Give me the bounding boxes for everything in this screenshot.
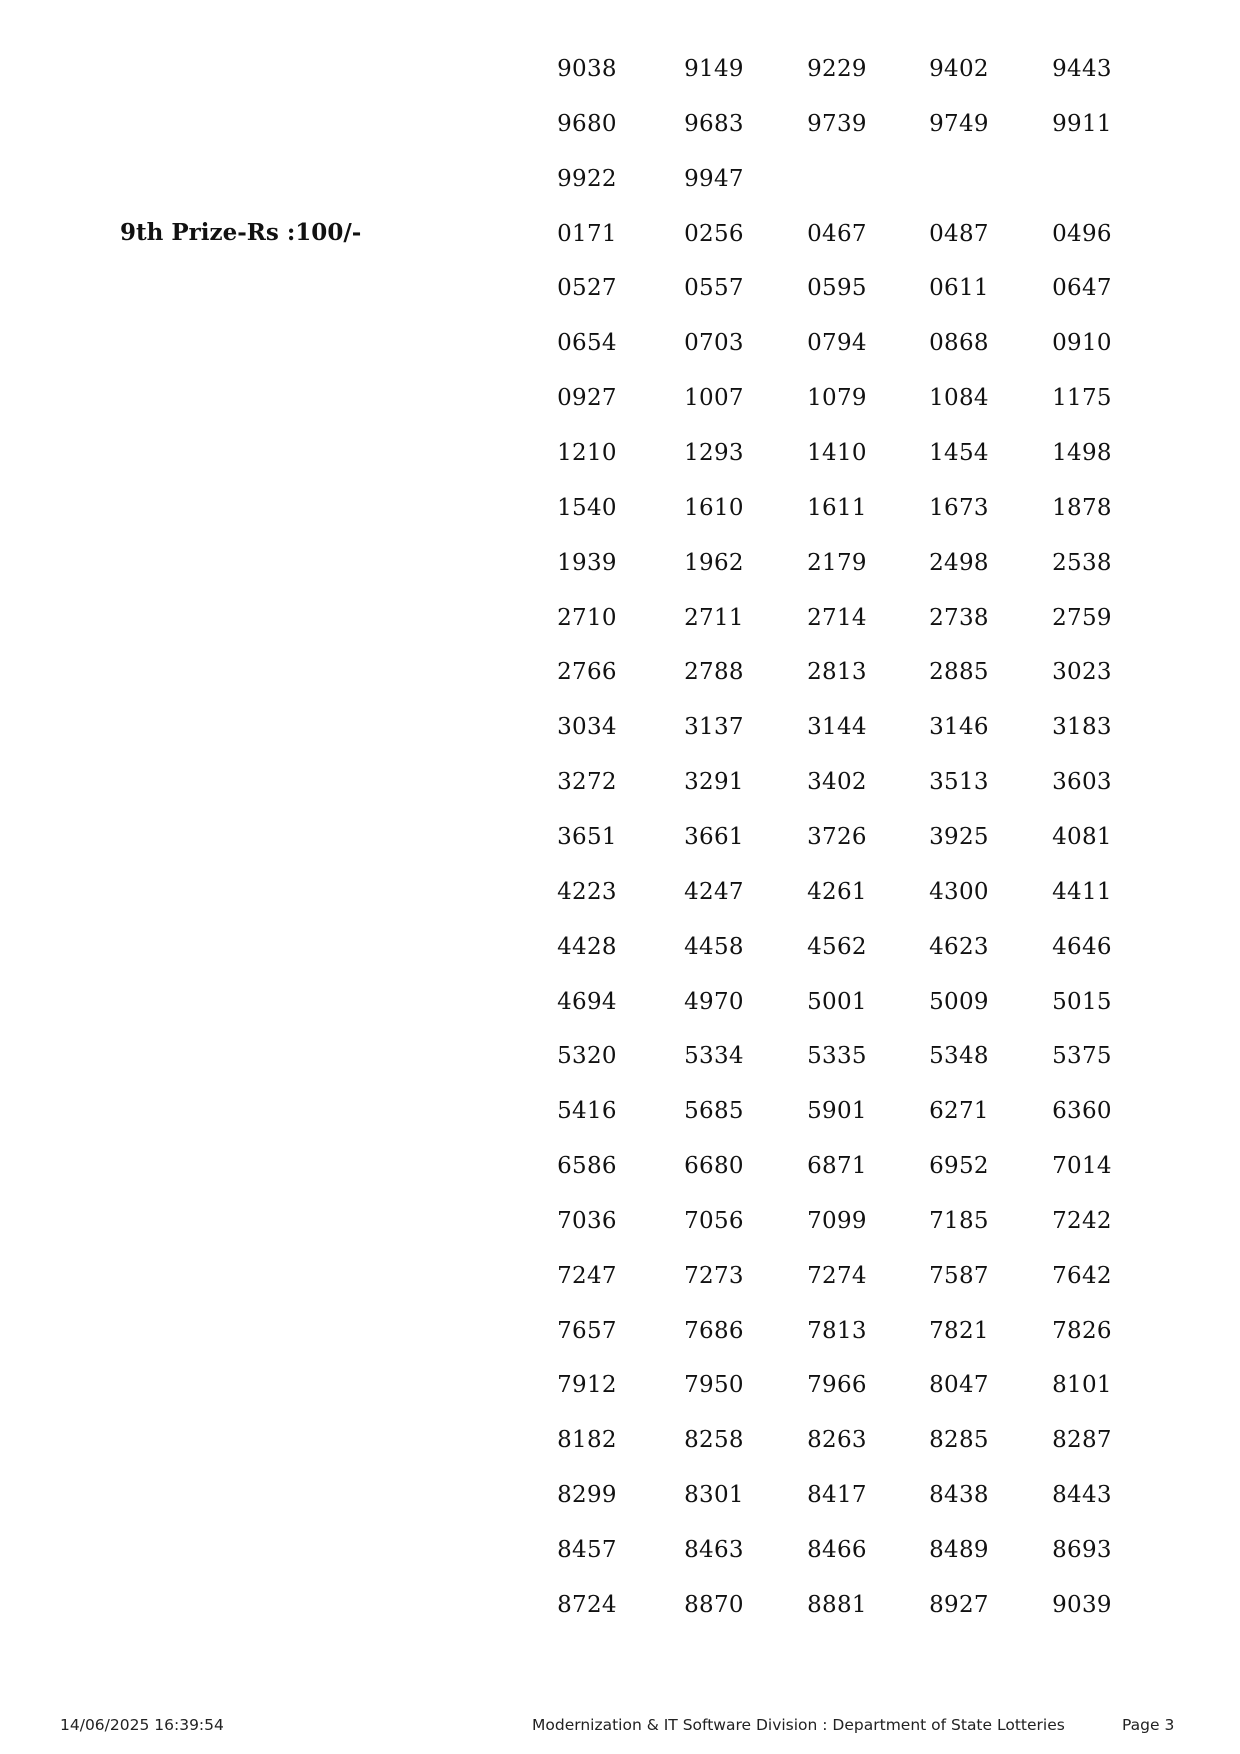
ticket-number: 2813 bbox=[807, 659, 867, 686]
ticket-number: 6952 bbox=[929, 1153, 989, 1179]
ticket-number: 2179 bbox=[807, 549, 867, 576]
ticket-number: 0256 bbox=[684, 220, 744, 247]
ticket-number: 7950 bbox=[684, 1372, 744, 1399]
ticket-number: 4970 bbox=[684, 988, 744, 1015]
ticket-number: 8301 bbox=[684, 1482, 744, 1509]
ticket-number: 8489 bbox=[929, 1537, 989, 1563]
ticket-number: 6680 bbox=[684, 1153, 744, 1179]
ticket-number: 5685 bbox=[684, 1098, 744, 1125]
ticket-number: 5375 bbox=[1052, 1043, 1112, 1070]
footer-page-number: Page 3 bbox=[1122, 1716, 1175, 1734]
ticket-number: 4261 bbox=[807, 878, 867, 905]
result-row bbox=[0, 314, 1240, 369]
page-footer bbox=[0, 1716, 1240, 1740]
ticket-number: 5348 bbox=[929, 1043, 989, 1070]
ticket-number: 5901 bbox=[807, 1098, 867, 1125]
result-row bbox=[0, 589, 1240, 644]
ticket-number: 4300 bbox=[929, 878, 989, 905]
ticket-number: 9683 bbox=[684, 110, 744, 137]
ticket-number: 7657 bbox=[557, 1317, 617, 1344]
ticket-number: 1611 bbox=[807, 494, 867, 521]
ticket-number: 1293 bbox=[684, 439, 744, 466]
ticket-number: 3402 bbox=[807, 769, 867, 796]
result-row bbox=[0, 918, 1240, 973]
ticket-number: 3137 bbox=[684, 714, 744, 741]
ticket-number: 2538 bbox=[1052, 549, 1112, 576]
ticket-number: 7056 bbox=[684, 1207, 744, 1234]
ticket-number: 7036 bbox=[557, 1207, 617, 1234]
ticket-number: 0595 bbox=[807, 275, 867, 302]
result-row bbox=[0, 424, 1240, 479]
ticket-number: 8466 bbox=[807, 1537, 867, 1563]
ticket-number: 4694 bbox=[557, 988, 617, 1015]
ticket-number: 8101 bbox=[1052, 1372, 1112, 1399]
ticket-number: 3034 bbox=[557, 714, 617, 741]
ticket-number: 4428 bbox=[557, 933, 617, 960]
ticket-number: 7274 bbox=[807, 1262, 867, 1289]
ticket-number: 8457 bbox=[557, 1537, 617, 1563]
ticket-number: 3023 bbox=[1052, 659, 1112, 686]
ticket-number: 4223 bbox=[557, 878, 617, 905]
result-row bbox=[0, 40, 1240, 95]
result-row bbox=[0, 643, 1240, 698]
ticket-number: 7642 bbox=[1052, 1262, 1112, 1289]
ticket-number: 2710 bbox=[557, 604, 617, 631]
ticket-number: 9443 bbox=[1052, 56, 1112, 82]
result-row bbox=[0, 95, 1240, 150]
result-row bbox=[0, 1302, 1240, 1357]
ticket-number: 2766 bbox=[557, 659, 617, 686]
result-row bbox=[0, 1082, 1240, 1137]
ticket-number: 0496 bbox=[1052, 220, 1112, 247]
ticket-number: 9149 bbox=[684, 56, 744, 82]
ticket-number: 3925 bbox=[929, 823, 989, 850]
ticket-number: 7099 bbox=[807, 1207, 867, 1234]
ticket-number: 9039 bbox=[1052, 1591, 1112, 1618]
ticket-number: 4411 bbox=[1052, 878, 1112, 905]
ticket-number: 4458 bbox=[684, 933, 744, 960]
ticket-number: 9922 bbox=[557, 165, 617, 192]
result-row bbox=[0, 1411, 1240, 1466]
ticket-number: 4247 bbox=[684, 878, 744, 905]
ticket-number: 3513 bbox=[929, 769, 989, 796]
ticket-number: 3272 bbox=[557, 769, 617, 796]
ticket-number: 2714 bbox=[807, 604, 867, 631]
ticket-number: 8463 bbox=[684, 1537, 744, 1563]
ticket-number: 9911 bbox=[1052, 110, 1112, 137]
ticket-number: 1007 bbox=[684, 385, 744, 412]
ticket-number: 4562 bbox=[807, 933, 867, 960]
result-row bbox=[0, 753, 1240, 808]
ticket-number: 3651 bbox=[557, 823, 617, 850]
ticket-number: 0647 bbox=[1052, 275, 1112, 302]
ticket-number: 1084 bbox=[929, 385, 989, 412]
ticket-number: 5334 bbox=[684, 1043, 744, 1070]
result-row bbox=[0, 698, 1240, 753]
ticket-number: 7185 bbox=[929, 1207, 989, 1234]
result-row bbox=[0, 863, 1240, 918]
ticket-number: 3603 bbox=[1052, 769, 1112, 796]
ticket-number: 8443 bbox=[1052, 1482, 1112, 1509]
prize-label: 9th Prize-Rs :100/- bbox=[120, 218, 362, 246]
ticket-number: 3183 bbox=[1052, 714, 1112, 741]
ticket-number: 7587 bbox=[929, 1262, 989, 1289]
result-row bbox=[0, 808, 1240, 863]
ticket-number: 8287 bbox=[1052, 1427, 1112, 1454]
ticket-number: 0910 bbox=[1052, 330, 1112, 357]
ticket-number: 7014 bbox=[1052, 1153, 1112, 1179]
ticket-number: 0557 bbox=[684, 275, 744, 302]
result-row bbox=[0, 1247, 1240, 1302]
ticket-number: 8263 bbox=[807, 1427, 867, 1454]
ticket-number: 0611 bbox=[929, 275, 989, 302]
ticket-number: 6871 bbox=[807, 1153, 867, 1179]
ticket-number: 7912 bbox=[557, 1372, 617, 1399]
ticket-number: 0467 bbox=[807, 220, 867, 247]
ticket-number: 2711 bbox=[684, 604, 744, 631]
result-row bbox=[0, 534, 1240, 589]
result-row bbox=[0, 1521, 1240, 1576]
ticket-number: 8047 bbox=[929, 1372, 989, 1399]
ticket-number: 1610 bbox=[684, 494, 744, 521]
result-row bbox=[0, 259, 1240, 314]
ticket-number: 3144 bbox=[807, 714, 867, 741]
ticket-number: 0487 bbox=[929, 220, 989, 247]
footer-division: Modernization & IT Software Division : Department of State Lotteries bbox=[532, 1716, 1065, 1734]
ticket-number: 5335 bbox=[807, 1043, 867, 1070]
ticket-number: 1175 bbox=[1052, 385, 1112, 412]
ticket-number: 8881 bbox=[807, 1591, 867, 1618]
ticket-number: 1079 bbox=[807, 385, 867, 412]
result-row bbox=[0, 1027, 1240, 1082]
ticket-number: 4623 bbox=[929, 933, 989, 960]
ticket-number: 8927 bbox=[929, 1591, 989, 1618]
ticket-number: 3146 bbox=[929, 714, 989, 741]
ticket-number: 0654 bbox=[557, 330, 617, 357]
ticket-number: 1498 bbox=[1052, 439, 1112, 466]
ticket-number: 8438 bbox=[929, 1482, 989, 1509]
ticket-number: 7247 bbox=[557, 1262, 617, 1289]
ticket-number: 8693 bbox=[1052, 1537, 1112, 1563]
ticket-number: 7966 bbox=[807, 1372, 867, 1399]
ticket-number: 5009 bbox=[929, 988, 989, 1015]
ticket-number: 2885 bbox=[929, 659, 989, 686]
ticket-number: 0794 bbox=[807, 330, 867, 357]
ticket-number: 9739 bbox=[807, 110, 867, 137]
ticket-number: 8182 bbox=[557, 1427, 617, 1454]
ticket-number: 8870 bbox=[684, 1591, 744, 1618]
ticket-number: 7273 bbox=[684, 1262, 744, 1289]
ticket-number: 8417 bbox=[807, 1482, 867, 1509]
ticket-number: 1210 bbox=[557, 439, 617, 466]
ticket-number: 2738 bbox=[929, 604, 989, 631]
ticket-number: 2498 bbox=[929, 549, 989, 576]
ticket-number: 6271 bbox=[929, 1098, 989, 1125]
ticket-number: 2759 bbox=[1052, 604, 1112, 631]
ticket-number: 8285 bbox=[929, 1427, 989, 1454]
ticket-number: 8724 bbox=[557, 1591, 617, 1618]
ticket-number: 1410 bbox=[807, 439, 867, 466]
ticket-number: 1454 bbox=[929, 439, 989, 466]
ticket-number: 8258 bbox=[684, 1427, 744, 1454]
ticket-number: 2788 bbox=[684, 659, 744, 686]
result-row bbox=[0, 369, 1240, 424]
ticket-number: 0927 bbox=[557, 385, 617, 412]
ticket-number: 9680 bbox=[557, 110, 617, 137]
result-row bbox=[0, 1576, 1240, 1631]
ticket-number: 9229 bbox=[807, 56, 867, 82]
result-row bbox=[0, 973, 1240, 1028]
ticket-number: 1962 bbox=[684, 549, 744, 576]
ticket-number: 8299 bbox=[557, 1482, 617, 1509]
ticket-number: 6586 bbox=[557, 1153, 617, 1179]
result-row bbox=[0, 1356, 1240, 1411]
ticket-number: 1540 bbox=[557, 494, 617, 521]
result-row bbox=[0, 150, 1240, 205]
result-row bbox=[0, 1192, 1240, 1247]
ticket-number: 7813 bbox=[807, 1317, 867, 1344]
ticket-number: 4646 bbox=[1052, 933, 1112, 960]
ticket-number: 9402 bbox=[929, 56, 989, 82]
ticket-number: 7686 bbox=[684, 1317, 744, 1344]
ticket-number: 7242 bbox=[1052, 1207, 1112, 1234]
ticket-number: 4081 bbox=[1052, 823, 1112, 850]
ticket-number: 1939 bbox=[557, 549, 617, 576]
ticket-number: 9749 bbox=[929, 110, 989, 137]
ticket-number: 3291 bbox=[684, 769, 744, 796]
ticket-number: 5015 bbox=[1052, 988, 1112, 1015]
ticket-number: 3661 bbox=[684, 823, 744, 850]
ticket-number: 7826 bbox=[1052, 1317, 1112, 1344]
ticket-number: 1878 bbox=[1052, 494, 1112, 521]
ticket-number: 0527 bbox=[557, 275, 617, 302]
ticket-number: 5320 bbox=[557, 1043, 617, 1070]
ticket-number: 7821 bbox=[929, 1317, 989, 1344]
result-row bbox=[0, 479, 1240, 534]
result-row bbox=[0, 1466, 1240, 1521]
ticket-number: 0868 bbox=[929, 330, 989, 357]
ticket-number: 6360 bbox=[1052, 1098, 1112, 1125]
result-row bbox=[0, 205, 1240, 260]
ticket-number: 1673 bbox=[929, 494, 989, 521]
ticket-number: 5416 bbox=[557, 1098, 617, 1125]
ticket-number: 3726 bbox=[807, 823, 867, 850]
ticket-number: 9947 bbox=[684, 165, 744, 192]
ticket-number: 0703 bbox=[684, 330, 744, 357]
footer-datetime: 14/06/2025 16:39:54 bbox=[60, 1716, 224, 1734]
ticket-number: 5001 bbox=[807, 988, 867, 1015]
ticket-number: 9038 bbox=[557, 56, 617, 82]
result-row bbox=[0, 1137, 1240, 1192]
ticket-number: 0171 bbox=[557, 220, 617, 247]
